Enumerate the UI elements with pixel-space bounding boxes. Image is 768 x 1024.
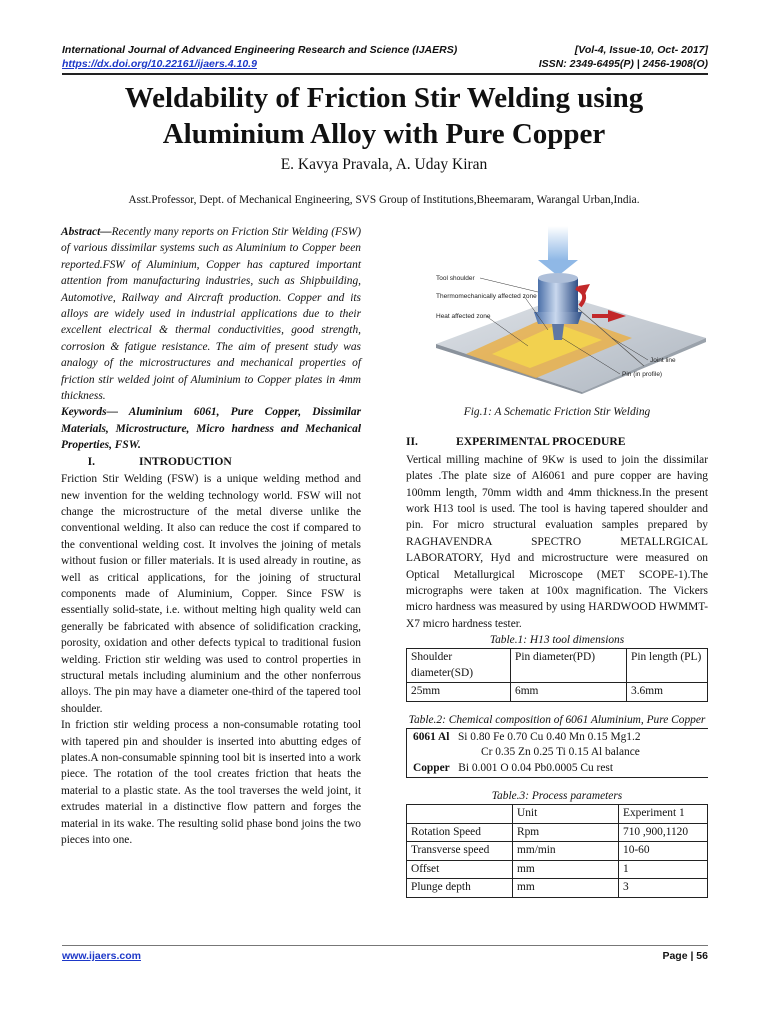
journal-website-link[interactable]: www.ijaers.com: [62, 950, 141, 962]
table-cell: mm: [513, 879, 619, 898]
table-cell: mm: [513, 860, 619, 879]
fsw-schematic-illustration: [406, 226, 708, 394]
table-cell: Offset: [407, 860, 513, 879]
table3-caption: Table.3: Process parameters: [491, 790, 623, 803]
page-number: Page | 56: [662, 950, 708, 962]
label-haz: Heat affected zone: [436, 313, 491, 320]
label-joint-line: Joint line: [650, 357, 676, 364]
table-row: [407, 805, 708, 824]
table-cell: 710 ,900,1120: [619, 823, 708, 842]
table-header-cell: Pin length (PL): [627, 649, 708, 683]
left-column: [61, 224, 361, 848]
issn: ISSN: 2349-6495(P) | 2456-1908(O): [538, 58, 708, 70]
process-parameters-table: [406, 804, 708, 898]
journal-name: International Journal of Advanced Engineering Research and Science (IJAERS): [62, 44, 458, 56]
table-cell: 25mm: [407, 683, 511, 702]
title-line-1: Weldability of Friction Stir Welding using: [124, 82, 644, 114]
figure-caption: Fig.1: A Schematic Friction Stir Welding: [463, 406, 651, 418]
table2-caption: Table.2: Chemical composition of 6061 Aluminium, Pure Copper: [408, 713, 706, 726]
table-cell: [407, 728, 709, 778]
table-row: [407, 879, 708, 898]
chemical-composition-table: [406, 728, 708, 779]
downward-force-arrow: [548, 226, 568, 260]
section-title: EXPERIMENTAL PROCEDURE: [456, 435, 626, 449]
label-pin: Pin (in profile): [622, 371, 663, 378]
title-line-2: Aluminium Alloy with Pure Copper: [162, 118, 606, 150]
table-row: [407, 842, 708, 861]
table-row: [407, 683, 708, 702]
affiliation: Asst.Professor, Dept. of Mechanical Engineering, SVS Group of Institutions,Bheemaram, Warangal Urban,India.: [128, 194, 640, 206]
label-tmaz: Thermomechanically affected zone: [436, 293, 537, 300]
doi-link[interactable]: https://dx.doi.org/10.22161/ijaers.4.10.9: [62, 58, 257, 70]
al-composition-line-1: Si 0.80 Fe 0.70 Cu 0.40 Mn 0.15 Mg1.2: [457, 730, 641, 743]
table-cell: mm/min: [513, 842, 619, 861]
table-row: [407, 823, 708, 842]
label-tool-shoulder: Tool shoulder: [436, 275, 475, 282]
abstract-label: Abstract—: [61, 226, 112, 238]
table-header-cell: Shoulder diameter(SD): [407, 649, 511, 683]
al-composition-line-2: Cr 0.35 Zn 0.25 Ti 0.15 Al balance: [481, 746, 640, 759]
abstract-text: Recently many reports on Friction Stir Welding (FSW) of various dissimilar systems such as Aluminium to Copper been reported.FSW of Aluminium, Copper has captured important attention from manufacturing industries, such as Shipbuilding, Automotive, Railway and Aircraft production. Copper and its alloys are widely used in industrial applications due to their excellent electrical & thermal conductivities, good strength, corrosion & fatigue resistance. The aim of present study was analogy of the microstructures and mechanical properties of friction stir welded joint of Aluminium to Copper plates in 4mm thickness.: [61, 226, 361, 403]
table1-caption: Table.1: H13 tool dimensions: [489, 634, 625, 647]
table-header-cell: [407, 805, 513, 824]
tool-pin: [552, 324, 564, 340]
table-header-cell: Unit: [513, 805, 619, 824]
al-row: [413, 730, 704, 746]
al-label: 6061 Al: [413, 730, 450, 743]
table-cell: Rotation Speed: [407, 823, 513, 842]
table-cell: 10-60: [619, 842, 708, 861]
copper-composition: Bi 0.001 O 0.04 Pb0.0005 Cu rest: [458, 761, 613, 774]
copper-label: Copper: [413, 761, 450, 774]
table-header-cell: Experiment 1: [619, 805, 708, 824]
footer-divider: [62, 945, 708, 946]
table-cell: 6mm: [511, 683, 627, 702]
table-row: [407, 728, 709, 778]
table-cell: 3.6mm: [627, 683, 708, 702]
paper-title: [40, 80, 728, 152]
right-column: [406, 226, 708, 898]
table-cell: 1: [619, 860, 708, 879]
table-row: [407, 649, 708, 683]
section-title: INTRODUCTION: [139, 454, 232, 468]
volume-issue: [Vol-4, Issue-10, Oct- 2017]: [574, 44, 708, 56]
rotating-tool: [538, 278, 578, 312]
copper-row: [413, 761, 704, 777]
keywords-label: Keywords—: [61, 406, 118, 419]
table-cell: Rpm: [513, 823, 619, 842]
section-number: I.: [87, 454, 95, 468]
authors: E. Kavya Pravala, A. Uday Kiran: [280, 156, 488, 173]
table-cell: 3: [619, 879, 708, 898]
section-heading-introduction: [61, 454, 361, 470]
abstract: [61, 224, 361, 404]
table-cell: Transverse speed: [407, 842, 513, 861]
section-heading-experimental: [406, 434, 708, 450]
tool-dimensions-table: [406, 648, 708, 702]
table-row: [407, 860, 708, 879]
keywords-text: Aluminium 6061, Pure Copper, Dissimilar Materials, Microstructure, Micro hardness and Mechanical Properties, FSW.: [61, 406, 361, 452]
fsw-schematic-figure: [406, 226, 708, 394]
section-number: II.: [406, 435, 418, 449]
table-cell: Plunge depth: [407, 879, 513, 898]
table-header-cell: Pin diameter(PD): [511, 649, 627, 683]
keywords: [61, 404, 361, 453]
intro-paragraph-1: Friction Stir Welding (FSW) is a unique welding method and new invention for the welding technology world. FSW will not change the microstructure of the metal diverse unlike the conventional welding. It also can reduce the cost if compared to the conventional welding cost. It involves the joining of metals without fusion or filler materials. It is used already in routine, as well as critical applications, for the joining of structural components made of Aluminium, Copper. Since FSW is essentially solid-state, i.e. without melting high quality weld can generally be fabricated with absence of solidification cracking, porosity, oxidation and other defects typical to traditional fusion welding. Friction stir welding was used to control properties in structural metals including aluminium and the other nonferrous alloys. The pin may have a diameter one-third of the tapered tool shoulder.: [61, 473, 361, 715]
intro-paragraph-2: In friction stir welding process a non-consumable rotating tool with tapered pin and shoulder is inserted into abutting edges of plates.A non-consumable spinning tool bit is inserted into a work piece. The rotation of the tool creates friction that heats the material to a plastic state. As the tool traverses the weld joint, it extrudes material in a distinctive flow pattern and forges the material in its wake. The resulting solid phase bond joins the two pieces into one.: [61, 719, 361, 847]
experimental-paragraph: Vertical milling machine of 9Kw is used to join the dissimilar plates .The plate size of Al6061 and pure copper are having 100mm length, 70mm width and 4mm thickness.In the present work H13 tool is used. The tool is having tapered shoulder and pin. For micro structural evaluation samples prepared by RAGHAVENDRA SPECTRO METALLRGICAL LABORATORY, Hyd and microstructure were measured on Optical Metallurgical Microscope (MET SCOPE-1).The micrographs were taken at 100x magnification. The Vickers micro hardness was measured by using HARDWOOD HWMMT-X7 micro hardness tester.: [406, 453, 708, 630]
header-divider: [62, 73, 708, 75]
